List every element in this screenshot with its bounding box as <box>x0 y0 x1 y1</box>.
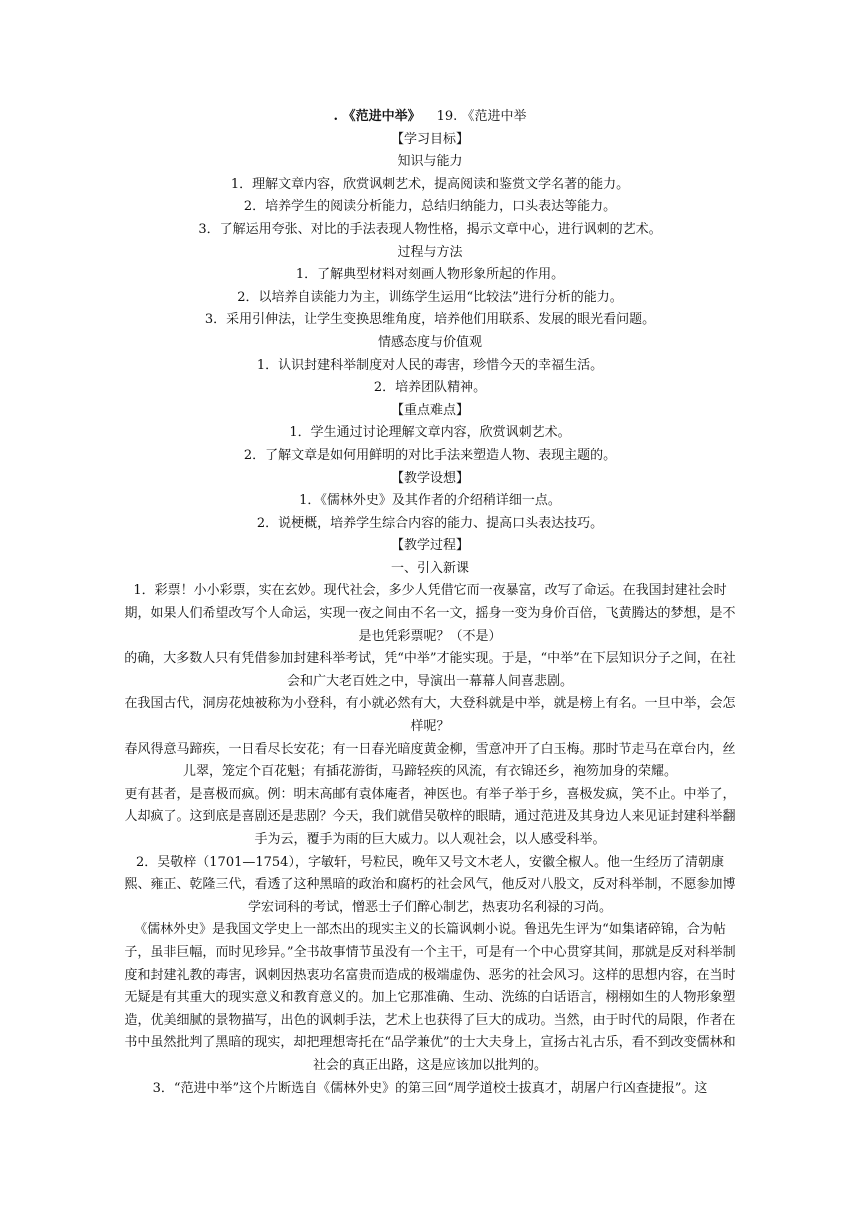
plan-item: 2．说梗概，培养学生综合内容的能力、提高口头表达技巧。 <box>256 515 604 531</box>
subheading-knowledge: 知识与能力 <box>397 154 463 170</box>
title-bold: 《范进中举》 <box>342 109 421 124</box>
objective-item: 2．培养团队精神。 <box>373 380 487 396</box>
objective-item: 1．了解典型材料对刻画人物形象所起的作用。 <box>295 267 565 283</box>
plan-item: 1．《儒林外史》及其作者的介绍稍详细一点。 <box>299 493 561 509</box>
body-paragraph: 1．彩票！小小彩票，实在玄妙。现代社会，多少人凭借它而一夜暴富，改写了命运。在我国封建社会时期，如果人们希望改写个人命运，实现一夜之间由不名一文，摇身一变为身价百倍，飞黄腾达的梦想，是不是也凭彩票呢？（不是） <box>124 583 736 644</box>
title-plain: 《范进中举 <box>461 109 527 124</box>
title-number: 19. <box>436 109 458 124</box>
section-heading-objectives: 【学习目标】 <box>390 131 469 147</box>
title-prefix: . <box>333 109 339 124</box>
body-paragraph: 2．吴敬梓（1701—1754），字敏轩，号粒民，晚年又号文木老人，安徽全椒人。他一生经历了清朝康熙、雍正、乾隆三代，看透了这种黑暗的政治和腐朽的社会风气，他反对八股文，反对科举制，不愿参加博学宏词科的考试，憎恶士子们醉心制艺，热衷功名利禄的习尚。 <box>124 854 736 915</box>
body-paragraph: 《儒林外史》是我国文学史上一部杰出的现实主义的长篇讽刺小说。鲁迅先生评为“如集诸碎锦，合为帖子，虽非巨幅，而时见珍异。”全书故事情节虽没有一个主干，可是有一个中心贯穿其间，那就是反对科举制度和封建礼教的毒害，讽刺因热衷功名富贵而造成的极端虚伪、恶劣的社会风习。这样的思想内容，在当时无疑是有其重大的现实意义和教育意义的。加上它那准确、生动、洗练的白话语言，栩栩如生的人物形象塑造，优美细腻的景物描写，出色的讽刺手法，艺术上也获得了巨大的成功。当然，由于时代的局限，作者在书中虽然批判了黑暗的现实，却把理想寄托在“品学兼优”的士大夫身上，宣扬古礼古乐，看不到改变儒林和社会的真正出路，这是应该加以批判的。 <box>124 922 736 1073</box>
section-heading-teaching-process: 【教学过程】 <box>390 538 469 554</box>
body-paragraph: 3．“范进中举”这个片断选自《儒林外史》的第三回“周学道校士拔真才，胡屠户行凶查捷报”。这 <box>152 1080 708 1096</box>
lesson-plan-body <box>124 106 736 1100</box>
objective-item: 1．理解文章内容，欣赏讽刺艺术，提高阅读和鉴赏文学名著的能力。 <box>230 176 630 192</box>
body-paragraph: 在我国古代，洞房花烛被称为小登科，有小就必然有大，大登科就是中举，就是榜上有名。一旦中举，会怎样呢？ <box>124 696 736 735</box>
objective-item: 2．培养学生的阅读分析能力，总结归纳能力，口头表达等能力。 <box>243 199 617 215</box>
objective-item: 2．以培养自读能力为主，训练学生运用“比较法”进行分析的能力。 <box>237 289 623 305</box>
body-paragraph: 春风得意马蹄疾，一日看尽长安花；有一日春光暗度黄金柳，雪意冲开了白玉梅。那时节走马在章台内，丝儿翠，笼定个百花魁；有插花游街，马蹄轻疾的风流，有衣锦还乡，袍笏加身的荣耀。 <box>124 741 736 780</box>
key-point-item: 1．学生通过讨论理解文章内容，欣赏讽刺艺术。 <box>289 425 571 441</box>
objective-item: 3．了解运用夸张、对比的手法表现人物性格，揭示文章中心，进行讽刺的艺术。 <box>198 221 662 237</box>
key-point-item: 2．了解文章是如何用鲜明的对比手法来塑造人物、表现主题的。 <box>243 447 617 463</box>
body-paragraph: 的确，大多数人只有凭借参加封建科举考试，凭“中举”才能实现。于是，“中举”在下层知识分子之间，在社会和广大老百姓之中，导演出一幕幕人间喜悲剧。 <box>124 651 736 689</box>
document-title <box>124 106 736 129</box>
section-heading-teaching-plan: 【教学设想】 <box>390 470 469 486</box>
objective-item: 3．采用引伸法，让学生变换思维角度，培养他们用联系、发展的眼光看问题。 <box>204 312 656 328</box>
body-paragraph: 更有甚者，是喜极而疯。例：明末高邮有袁体庵者，神医也。有举子举于乡，喜极发疯，笑不止。中举了，人却疯了。这到底是喜剧还是悲剧？今天，我们就借吴敬梓的眼睛，通过范进及其身边人来见证封建科举翻手为云，覆手为雨的巨大威力。以人观社会，以人感受科举。 <box>124 786 736 847</box>
subheading-values: 情感态度与价值观 <box>377 334 482 350</box>
subheading-introduction: 一、引入新课 <box>390 560 469 576</box>
objective-item: 1．认识封建科举制度对人民的毒害，珍惜今天的幸福生活。 <box>256 357 604 373</box>
subheading-process: 过程与方法 <box>397 244 463 260</box>
section-heading-key-points: 【重点难点】 <box>390 402 469 418</box>
